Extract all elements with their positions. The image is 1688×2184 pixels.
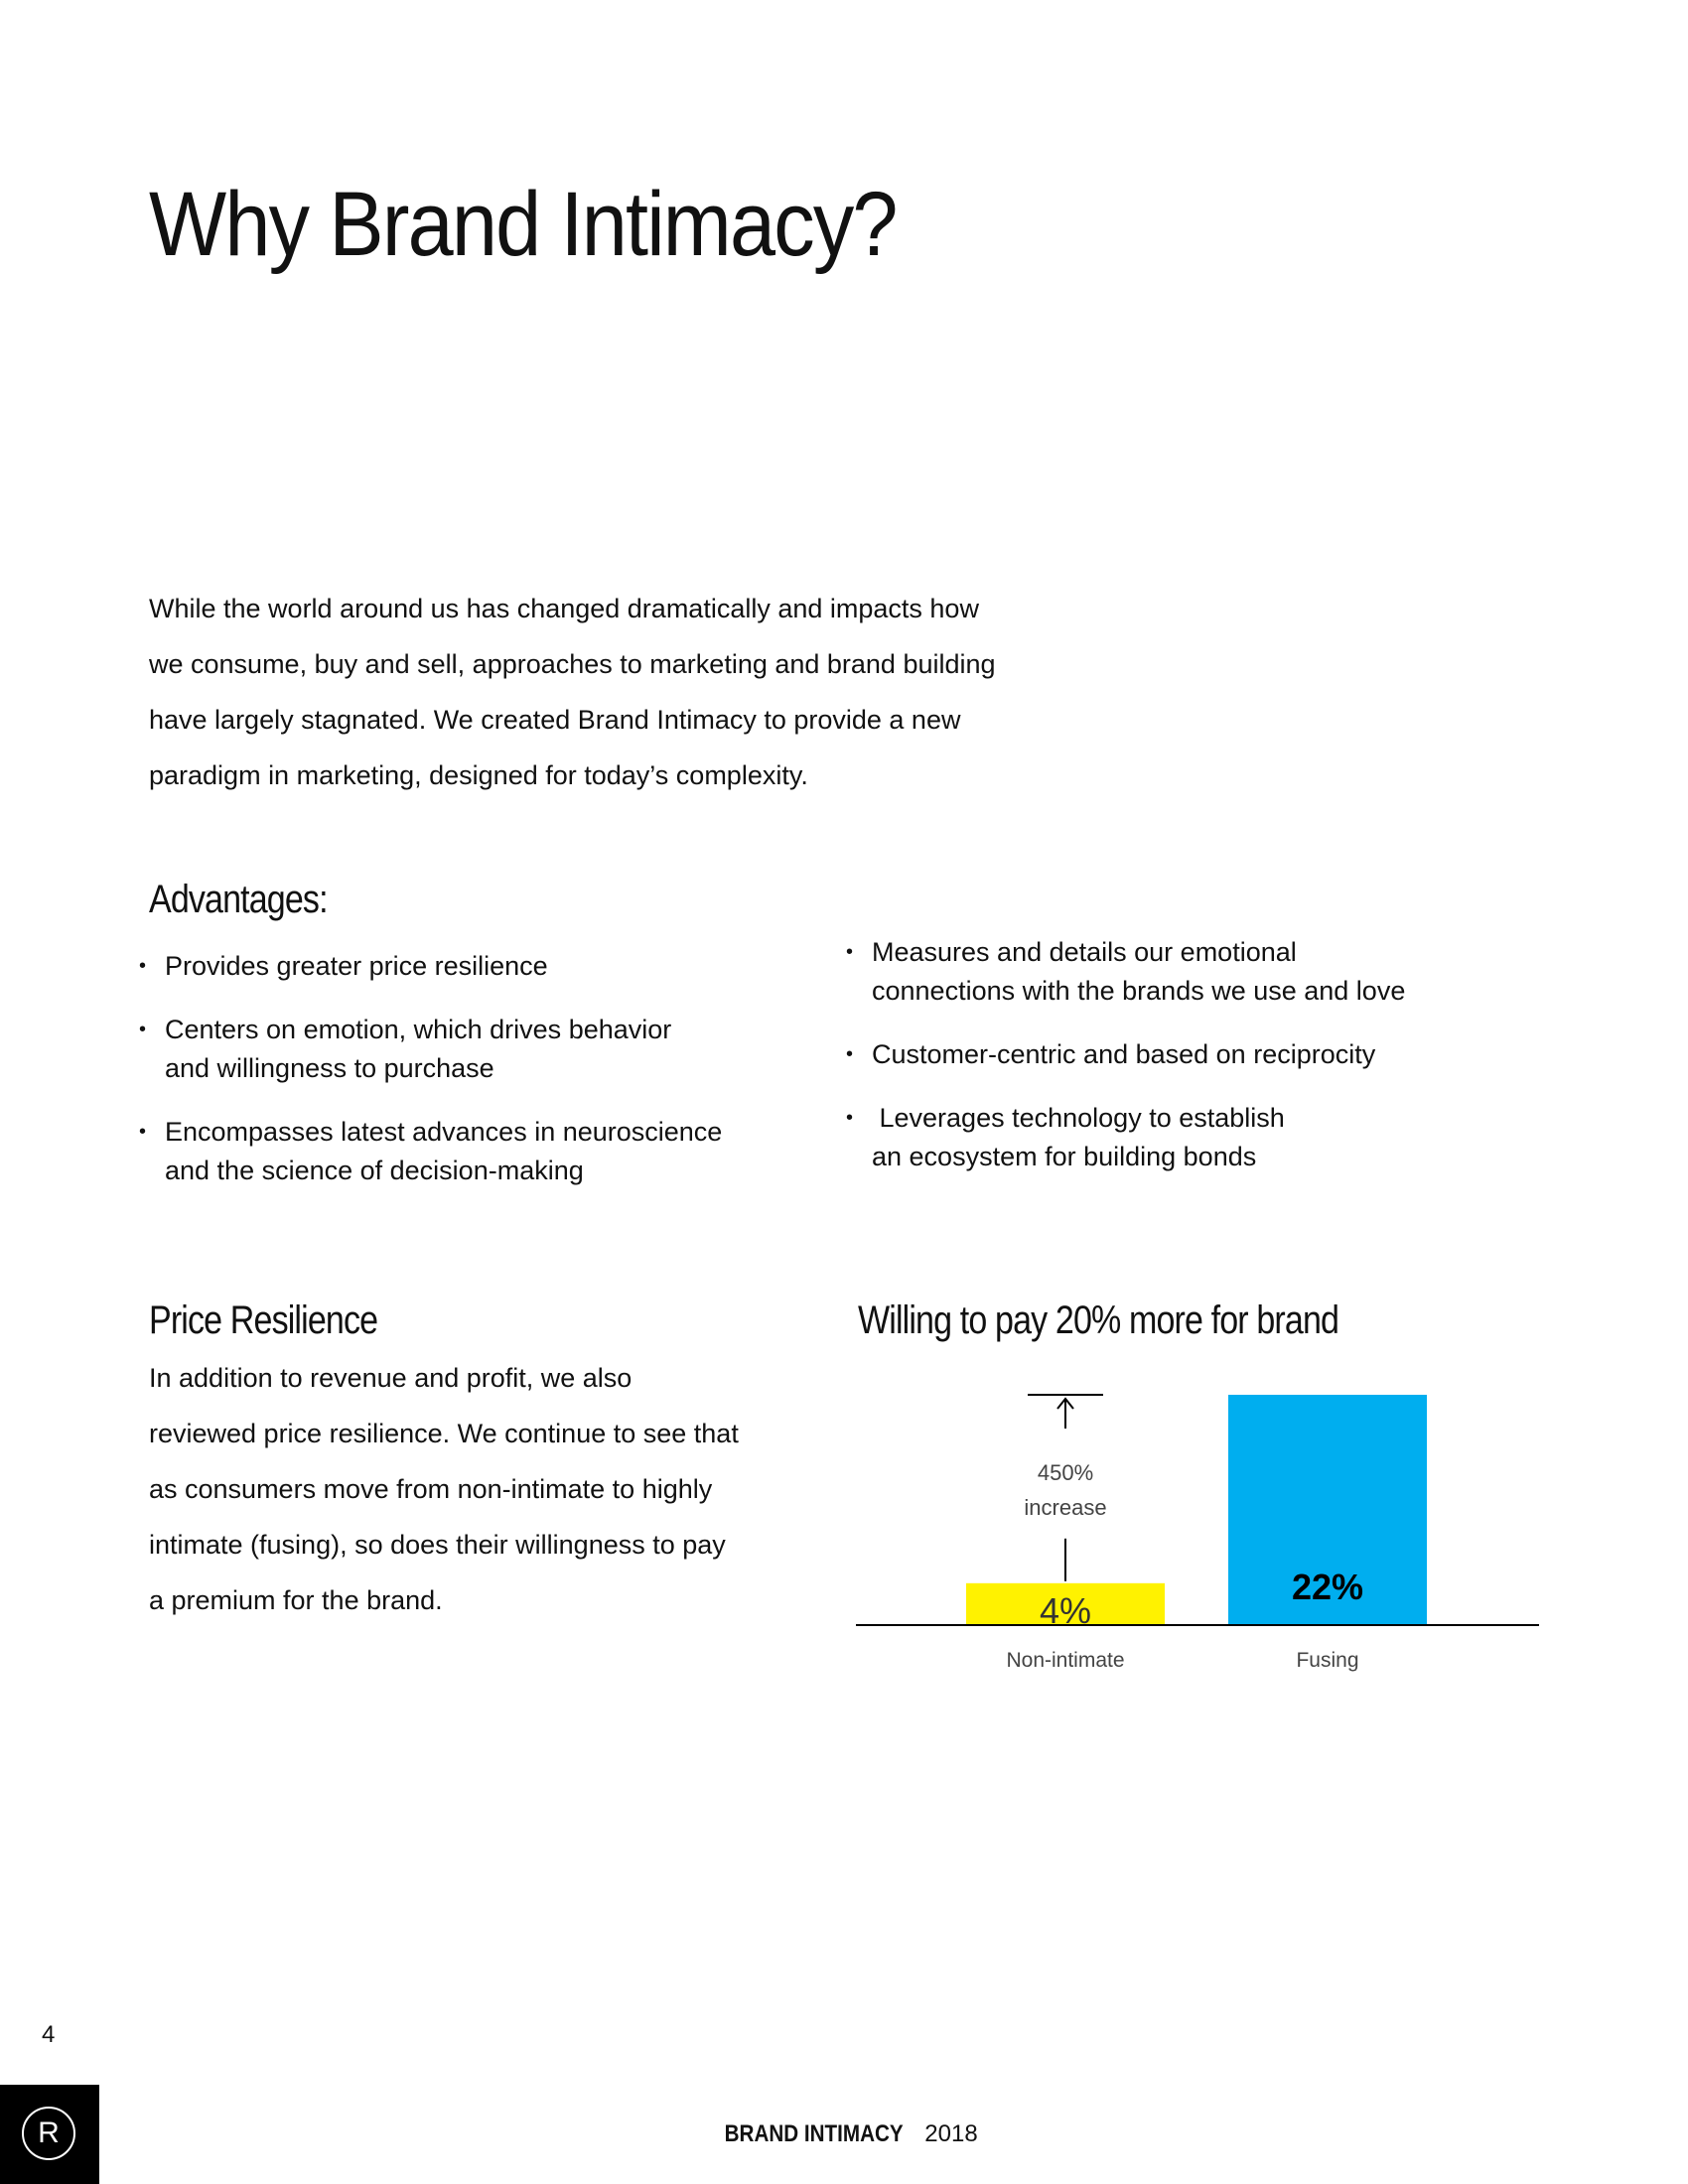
advantage-item <box>139 1113 774 1190</box>
paragraph-line: reviewed price resilience. We continue to see that <box>149 1419 739 1448</box>
advantage-text: Provides greater price resilience <box>165 951 548 981</box>
intro-line: paradigm in marketing, designed for today’s complexity. <box>149 760 808 790</box>
price-resilience-paragraph <box>149 1350 824 1628</box>
annotation-text: increase <box>1024 1495 1107 1520</box>
advantages-heading: Advantages: <box>149 878 328 921</box>
advantage-text: Encompasses latest advances in neuroscience <box>165 1117 723 1147</box>
category-label: Non-intimate <box>1006 1649 1125 1672</box>
bullet-icon: • <box>139 955 147 977</box>
advantages-list-left <box>139 947 774 1215</box>
price-resilience-heading: Price Resilience <box>149 1298 378 1342</box>
advantage-item <box>846 933 1581 1011</box>
registered-r-icon: R <box>22 2107 75 2160</box>
bullet-icon: • <box>846 941 854 963</box>
bullet-icon: • <box>139 1019 147 1040</box>
advantage-text: Customer-centric and based on reciprocity <box>872 1039 1376 1069</box>
page-title: Why Brand Intimacy? <box>149 174 897 275</box>
paragraph-line: In addition to revenue and profit, we also <box>149 1363 633 1393</box>
advantage-text: Measures and details our emotional <box>872 937 1297 967</box>
increase-annotation <box>1024 1395 1106 1581</box>
annotation-value: 450% <box>1037 1460 1094 1485</box>
advantage-text: and willingness to purchase <box>165 1053 494 1083</box>
intro-line: we consume, buy and sell, approaches to marketing and brand building <box>149 649 996 679</box>
category-label: Fusing <box>1296 1649 1359 1672</box>
advantage-text: an ecosystem for building bonds <box>872 1142 1257 1171</box>
paragraph-line: as consumers move from non-intimate to highly <box>149 1474 713 1504</box>
footer-brand: BRAND INTIMACY <box>724 2120 904 2147</box>
paragraph-line: intimate (fusing), so does their willingness to pay <box>149 1530 726 1560</box>
brand-logo <box>0 2085 99 2184</box>
advantages-list-right <box>846 933 1581 1201</box>
footer-title <box>0 2120 1688 2148</box>
bullet-icon: • <box>846 1107 854 1129</box>
bar-value-label: 22% <box>1291 1567 1364 1607</box>
bullet-icon: • <box>139 1121 147 1143</box>
advantage-item <box>139 1011 774 1088</box>
advantage-text: connections with the brands we use and love <box>872 976 1406 1006</box>
footer-year: 2018 <box>917 2120 978 2147</box>
chart-title: Willing to pay 20% more for brand <box>858 1298 1339 1342</box>
bullet-icon: • <box>846 1043 854 1065</box>
advantage-item <box>846 1099 1581 1176</box>
intro-line: While the world around us has changed dramatically and impacts how <box>149 594 979 623</box>
bar-chart <box>854 1370 1549 1707</box>
advantage-item <box>846 1035 1581 1074</box>
advantage-text: Centers on emotion, which drives behavior <box>165 1015 672 1044</box>
advantage-text: and the science of decision-making <box>165 1156 584 1185</box>
intro-paragraph <box>149 581 1082 803</box>
intro-line: have largely stagnated. We created Brand Intimacy to provide a new <box>149 705 961 735</box>
bar-value-label: 4% <box>1039 1590 1092 1631</box>
advantage-text: Leverages technology to establish <box>872 1103 1285 1133</box>
paragraph-line: a premium for the brand. <box>149 1585 443 1615</box>
advantage-item <box>139 947 774 986</box>
page-number: 4 <box>42 2021 56 2048</box>
